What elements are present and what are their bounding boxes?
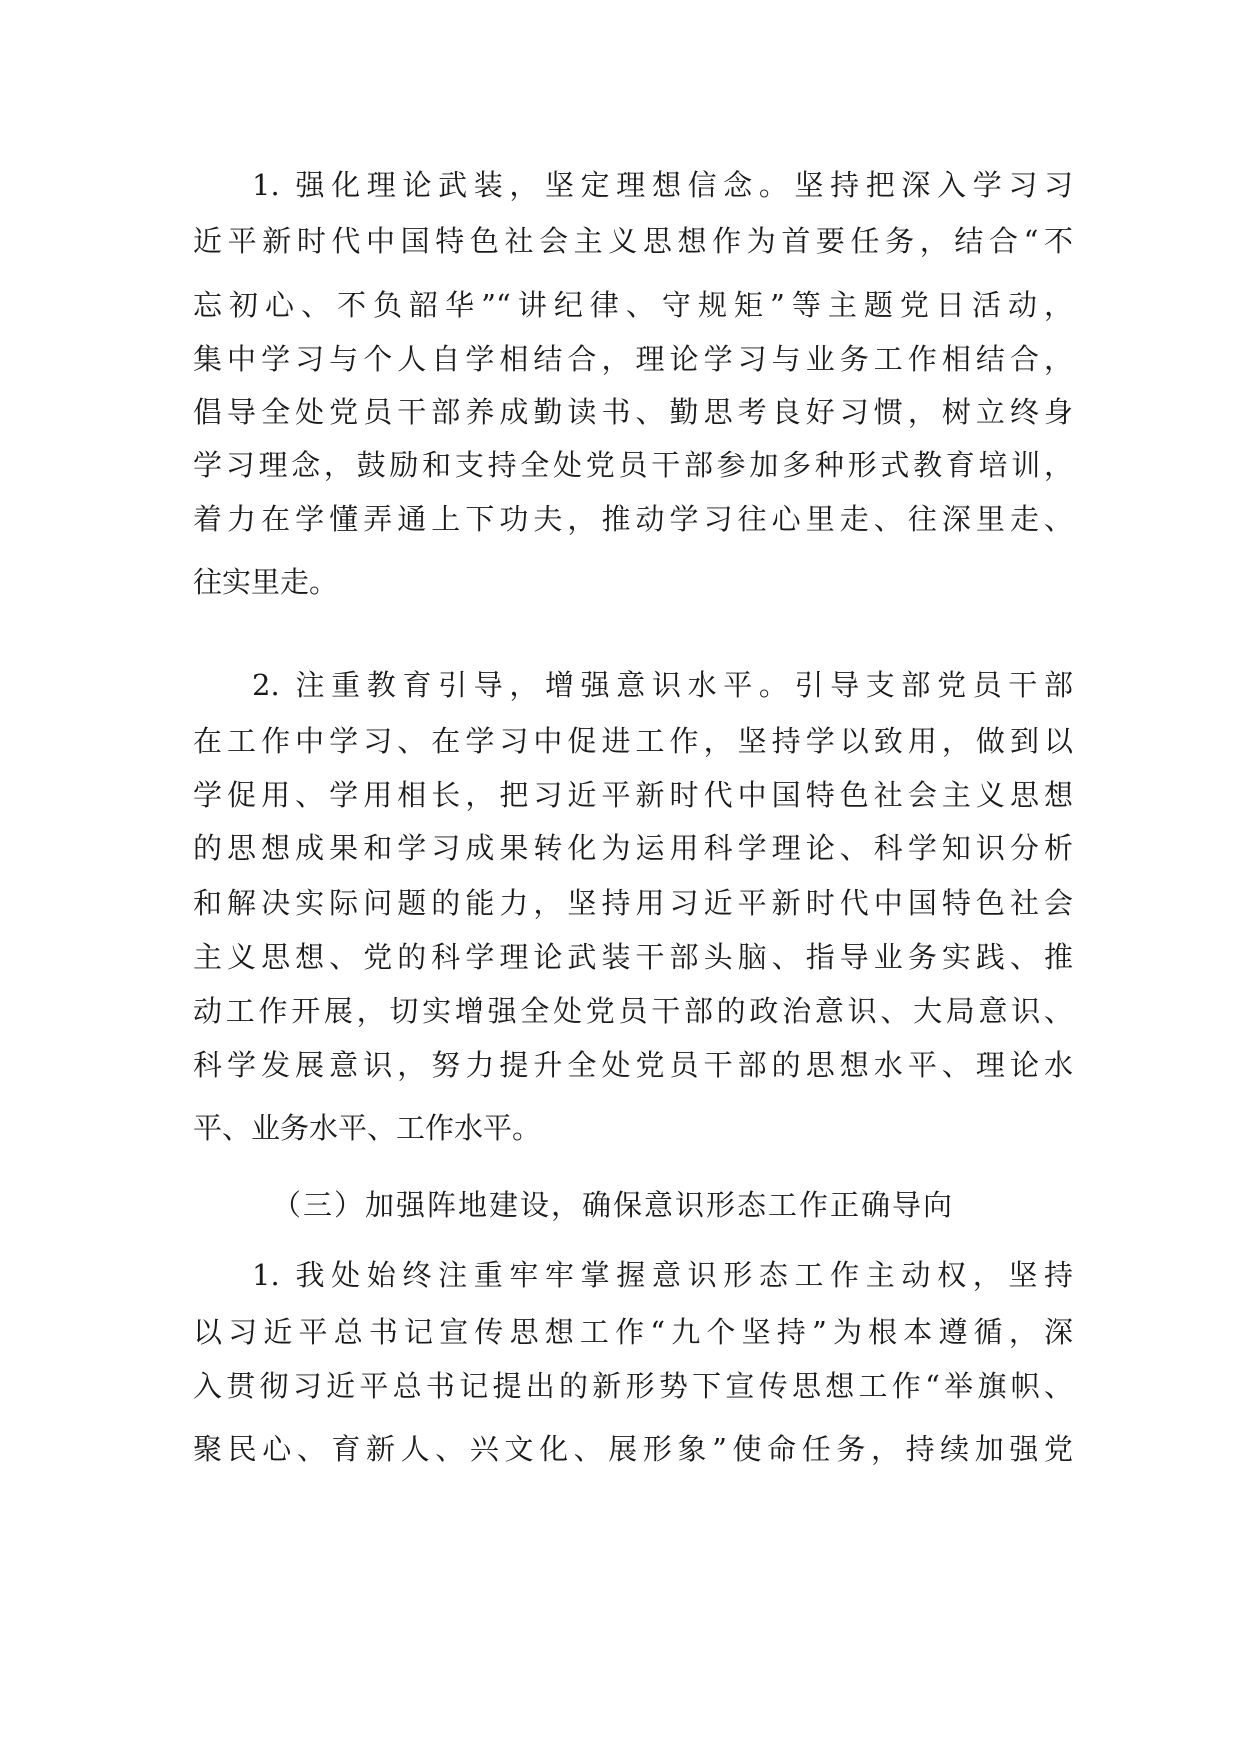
text-line: 1. 强化理论武装，坚定理想信念。坚持把深入学习习 [252, 168, 1073, 202]
text-line: 在工作中学习、在学习中促进工作，坚持学以致用，做到以 [193, 724, 1073, 758]
text-line: 倡导全处党员干部养成勤读书、勤思考良好习惯，树立终身 [193, 395, 1073, 429]
text-line: 动工作开展，切实增强全处党员干部的政治意识、大局意识、 [193, 994, 1073, 1028]
text-line: 忘初心、不负韶华”“讲纪律、守规矩”等主题党日活动， [193, 288, 1073, 322]
text-line: 2. 注重教育引导，增强意识水平。引导支部党员干部 [252, 668, 1073, 702]
text-line: 学促用、学用相长，把习近平新时代中国特色社会主义思想 [193, 778, 1073, 812]
text-line: 平、业务水平、工作水平。 [193, 1111, 542, 1145]
text-line: 科学发展意识，努力提升全处党员干部的思想水平、理论水 [193, 1048, 1073, 1082]
text-line: 以习近平总书记宣传思想工作“九个坚持”为根本遵循，深 [193, 1315, 1073, 1349]
text-line: 入贯彻习近平总书记提出的新形势下宣传思想工作“举旗帜、 [193, 1369, 1073, 1403]
text-line: 的思想成果和学习成果转化为运用科学理论、科学知识分析 [193, 831, 1073, 865]
text-line: 和解决实际问题的能力，坚持用习近平新时代中国特色社会 [193, 886, 1073, 920]
text-line: 学习理念，鼓励和支持全处党员干部参加多种形式教育培训， [193, 448, 1073, 482]
text-line: 近平新时代中国特色社会主义思想作为首要任务，结合“不 [193, 224, 1073, 258]
text-line: 着力在学懂弄通上下功夫，推动学习往心里走、往深里走、 [193, 502, 1073, 536]
text-line: 1. 我处始终注重牢牢掌握意识形态工作主动权，坚持 [252, 1258, 1073, 1292]
text-line: 聚民心、育新人、兴文化、展形象”使命任务，持续加强党 [193, 1432, 1073, 1466]
text-line: 主义思想、党的科学理论武装干部头脑、指导业务实践、推 [193, 940, 1073, 974]
text-line: 集中学习与个人自学相结合，理论学习与业务工作相结合， [193, 342, 1073, 376]
section-heading: （三）加强阵地建设，确保意识形态工作正确导向 [272, 1188, 955, 1222]
text-line: 往实里走。 [193, 565, 339, 599]
